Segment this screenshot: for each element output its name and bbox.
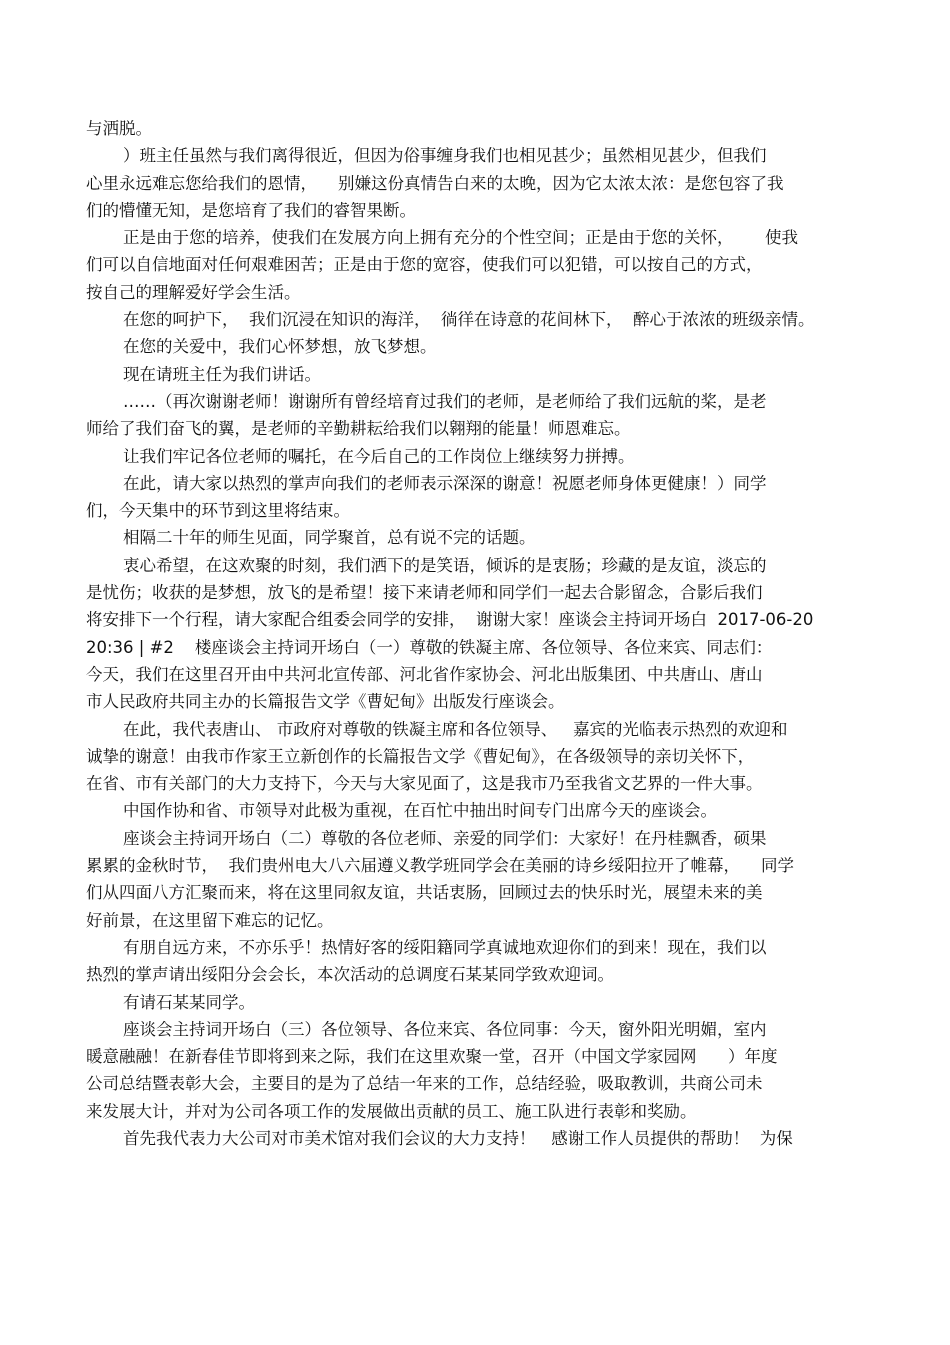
text-line: 热烈的掌声请出绥阳分会会长，本次活动的总调度石某某同学致欢迎词。 <box>86 965 614 985</box>
text-line: ……（再次谢谢老师！谢谢所有曾经培育过我们的老师，是老师给了我们远航的桨，是老 <box>123 391 767 411</box>
text-line: 中国作协和省、市领导对此极为重视，在百忙中抽出时间专门出席今天的座谈会。 <box>123 801 717 821</box>
text-line: 座谈会主持词开场白（三）各位领导、各位来宾、各位同事：今天，窗外阳光明媚，室内 <box>123 1019 767 1039</box>
text-line: 在此，请大家以热烈的掌声向我们的老师表示深深的谢意！祝愿老师身体更健康！）同学 <box>123 473 767 493</box>
text-line: 有朋自远方来，不亦乐乎！热情好客的绥阳籍同学真诚地欢迎你们的到来！现在，我们以 <box>123 937 767 957</box>
text-line: 在此，我代表唐山、 市政府对尊敬的铁凝主席和各位领导、 嘉宾的光临表示热烈的欢迎和 <box>123 719 788 739</box>
text-line: 在您的关爱中，我们心怀梦想，放飞梦想。 <box>123 337 437 357</box>
text-line: 心里永远难忘您给我们的恩情， 别嫌这份真情告白来的太晚，因为它太浓太浓：是您包容了我 <box>86 173 784 193</box>
text-line: 正是由于您的培养，使我们在发展方向上拥有充分的个性空间；正是由于您的关怀， 使我 <box>123 228 798 248</box>
text-line: 们从四面八方汇聚而来，将在这里同叙友谊，共话衷肠，回顾过去的快乐时光，展望未来的美 <box>86 883 763 903</box>
text-line: 们的懵懂无知，是您培育了我们的睿智果断。 <box>86 200 416 220</box>
text-line: 让我们牢记各位老师的嘱托，在今后自己的工作岗位上继续努力拼搏。 <box>123 446 635 466</box>
text-line: 衷心希望，在这欢聚的时刻，我们洒下的是笑语，倾诉的是衷肠；珍藏的是友谊，淡忘的 <box>123 555 767 575</box>
text-line: 来发展大计，并对为公司各项工作的发展做出贡献的员工、施工队进行表彰和奖励。 <box>86 1101 697 1121</box>
text-line: 公司总结暨表彰大会，主要目的是为了总结一年来的工作，总结经验，吸取教训，共商公司未 <box>86 1074 763 1094</box>
text-line: 20:36 | #2 楼座谈会主持词开场白（一）尊敬的铁凝主席、各位领导、各位来宾、同志们： <box>86 637 773 657</box>
text-line: 累累的金秋时节， 我们贵州电大八六届遵义教学班同学会在美丽的诗乡绥阳拉开了帷幕， 同学 <box>86 856 794 876</box>
text-line: 与洒脱。 <box>86 119 152 138</box>
text-line: 暖意融融！在新春佳节即将到来之际，我们在这里欢聚一堂，召开（中国文学家园网 ）年度 <box>86 1047 778 1067</box>
text-line: 有请石某某同学。 <box>123 992 255 1012</box>
text-line: 按自己的理解爱好学会生活。 <box>86 282 301 302</box>
text-line: 首先我代表力大公司对市美术馆对我们会议的大力支持！ 感谢工作人员提供的帮助！ 为保 <box>123 1128 793 1148</box>
text-line: 师给了我们奋飞的翼，是老师的辛勤耕耘给我们以翱翔的能量！师恩难忘。 <box>86 419 631 439</box>
text-line: 在省、市有关部门的大力支持下，今天与大家见面了，这是我市乃至我省文艺界的一件大事。 <box>86 774 763 794</box>
text-line: 在您的呵护下， 我们沉浸在知识的海洋， 徜徉在诗意的花间林下， 醉心于浓浓的班级亲情。 <box>123 310 815 330</box>
text-line: 相隔二十年的师生见面，同学聚首，总有说不完的话题。 <box>123 528 536 548</box>
text-line: 们，今天集中的环节到这里将结束。 <box>86 501 350 521</box>
text-line: 市人民政府共同主办的长篇报告文学《曹妃甸》出版发行座谈会。 <box>86 692 565 712</box>
text-line: 是忧伤；收获的是梦想，放飞的是希望！接下来请老师和同学们一起去合影留念，合影后我们 <box>86 583 763 603</box>
document-body <box>86 115 866 1152</box>
text-line: 诚挚的谢意！由我市作家王立新创作的长篇报告文学《曹妃甸》，在各级领导的亲切关怀下， <box>86 746 755 766</box>
text-line: 们可以自信地面对任何艰难困苦；正是由于您的宽容，使我们可以犯错，可以按自己的方式， <box>86 255 763 275</box>
text-line: ）班主任虽然与我们离得很近，但因为俗事缠身我们也相见甚少；虽然相见甚少，但我们 <box>123 146 767 166</box>
text-line: 好前景，在这里留下难忘的记忆。 <box>86 910 334 930</box>
text-line: 将安排下一个行程，请大家配合组委会同学的安排， 谢谢大家！座谈会主持词开场白 2017-06-20 <box>86 610 814 630</box>
text-line: 座谈会主持词开场白（二）尊敬的各位老师、亲爱的同学们：大家好！在丹桂飘香，硕果 <box>123 828 767 848</box>
text-line: 现在请班主任为我们讲话。 <box>123 364 321 384</box>
text-line: 今天，我们在这里召开由中共河北宣传部、河北省作家协会、河北出版集团、中共唐山、唐山 <box>86 664 763 684</box>
